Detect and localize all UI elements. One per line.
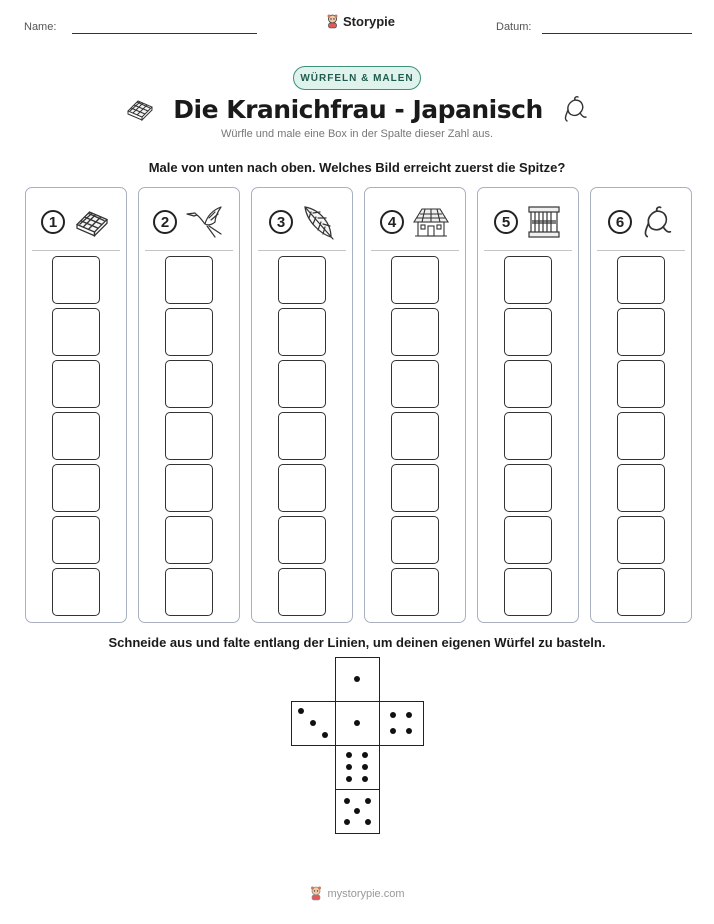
coloring-box[interactable]: [617, 412, 665, 460]
coloring-box[interactable]: [165, 360, 213, 408]
coloring-box[interactable]: [504, 256, 552, 304]
dice-pip: [346, 752, 352, 758]
coloring-box[interactable]: [617, 516, 665, 564]
column-divider: [371, 250, 459, 251]
column-divider: [145, 250, 233, 251]
dice-pip: [362, 776, 368, 782]
loom-icon: [526, 204, 562, 240]
coloring-box[interactable]: [391, 568, 439, 616]
column-5: [477, 187, 579, 623]
instruction: Male von unten nach oben. Welches Bild erreicht zuerst die Spitze?: [148, 160, 566, 175]
column-number: 5: [494, 210, 518, 234]
column-divider: [32, 250, 120, 251]
dice-face: [379, 701, 424, 746]
dice-pip: [298, 708, 304, 714]
brand-logo: [326, 14, 395, 29]
coloring-box[interactable]: [391, 360, 439, 408]
dice-columns: [25, 187, 691, 623]
woven-cloth-icon: [73, 207, 111, 237]
dice-pip: [310, 720, 316, 726]
coloring-box[interactable]: [278, 568, 326, 616]
coloring-box[interactable]: [52, 308, 100, 356]
date-label: Datum:: [496, 21, 532, 33]
coloring-box[interactable]: [504, 412, 552, 460]
coloring-box[interactable]: [617, 568, 665, 616]
dice-pip: [390, 712, 396, 718]
column-divider: [597, 250, 685, 251]
column-header: [26, 202, 126, 242]
coloring-box[interactable]: [165, 308, 213, 356]
column-2: [138, 187, 240, 623]
coloring-box[interactable]: [504, 568, 552, 616]
dice-face: [335, 701, 380, 746]
coloring-box[interactable]: [278, 516, 326, 564]
coloring-box[interactable]: [617, 308, 665, 356]
column-1: [25, 187, 127, 623]
column-divider: [258, 250, 346, 251]
woven-cloth-icon: [125, 97, 155, 121]
storypie-mascot-icon: [326, 14, 339, 29]
column-number: 4: [380, 210, 404, 234]
column-number: 6: [608, 210, 632, 234]
storypie-mascot-icon: [309, 886, 323, 901]
coloring-box[interactable]: [391, 516, 439, 564]
coloring-box[interactable]: [504, 516, 552, 564]
page-title: Die Kranichfrau - Japanisch: [173, 94, 543, 124]
coloring-box[interactable]: [278, 412, 326, 460]
column-number: 3: [269, 210, 293, 234]
dice-pip: [344, 819, 350, 825]
dice-pip: [365, 819, 371, 825]
footer: [0, 886, 714, 901]
coloring-box[interactable]: [52, 412, 100, 460]
dice-pip: [365, 798, 371, 804]
house-icon: [412, 205, 450, 239]
dice-pip: [406, 728, 412, 734]
thread-icon: [561, 95, 589, 123]
coloring-box[interactable]: [504, 360, 552, 408]
coloring-box[interactable]: [504, 308, 552, 356]
coloring-box[interactable]: [52, 516, 100, 564]
footer-url: mystorypie.com: [327, 887, 405, 900]
dice-pip: [322, 732, 328, 738]
coloring-box[interactable]: [52, 360, 100, 408]
dice-pip: [344, 798, 350, 804]
dice-pip: [390, 728, 396, 734]
column-6: [590, 187, 692, 623]
dice-pip: [362, 752, 368, 758]
dice-pip: [354, 720, 360, 726]
coloring-box[interactable]: [165, 516, 213, 564]
coloring-box[interactable]: [278, 256, 326, 304]
coloring-box[interactable]: [391, 256, 439, 304]
coloring-box[interactable]: [278, 360, 326, 408]
dice-face: [335, 789, 380, 834]
name-line[interactable]: [72, 33, 257, 34]
dice-pip: [362, 764, 368, 770]
thread-icon: [640, 204, 674, 240]
dice-face: [335, 657, 380, 702]
dice-pip: [346, 764, 352, 770]
column-number: 1: [41, 210, 65, 234]
coloring-box[interactable]: [52, 568, 100, 616]
coloring-box[interactable]: [278, 308, 326, 356]
column-header: [252, 202, 352, 242]
coloring-box[interactable]: [617, 464, 665, 512]
name-label: Name:: [24, 21, 57, 33]
column-3: [251, 187, 353, 623]
dice-pip: [354, 676, 360, 682]
cut-instruction: Schneide aus und falte entlang der Linien, um deinen eigenen Würfel zu basteln.: [108, 635, 606, 650]
feather-icon: [301, 204, 335, 240]
dice-face: [291, 701, 336, 746]
coloring-box[interactable]: [52, 256, 100, 304]
column-number: 2: [153, 210, 177, 234]
column-header: [478, 202, 578, 242]
subtitle: Würfle und male eine Box in der Spalte dieser Zahl aus.: [220, 128, 494, 140]
coloring-box[interactable]: [52, 464, 100, 512]
column-4: [364, 187, 466, 623]
coloring-box[interactable]: [617, 256, 665, 304]
coloring-box[interactable]: [165, 256, 213, 304]
crane-icon: [185, 204, 225, 240]
coloring-box[interactable]: [391, 464, 439, 512]
dice-face: [335, 745, 380, 790]
title-row: [0, 92, 714, 126]
coloring-box[interactable]: [165, 412, 213, 460]
activity-badge: WÜRFELN & MALEN: [293, 66, 421, 90]
coloring-box[interactable]: [165, 464, 213, 512]
dice-pip: [346, 776, 352, 782]
column-divider: [484, 250, 572, 251]
coloring-box[interactable]: [278, 464, 326, 512]
column-header: [365, 202, 465, 242]
dice-pip: [406, 712, 412, 718]
column-header: [139, 202, 239, 242]
coloring-box[interactable]: [165, 568, 213, 616]
coloring-box[interactable]: [504, 464, 552, 512]
column-header: [591, 202, 691, 242]
dice-pip: [354, 808, 360, 814]
coloring-box[interactable]: [391, 412, 439, 460]
brand-name: Storypie: [343, 14, 396, 29]
date-line[interactable]: [542, 33, 692, 34]
coloring-box[interactable]: [391, 308, 439, 356]
coloring-box[interactable]: [617, 360, 665, 408]
